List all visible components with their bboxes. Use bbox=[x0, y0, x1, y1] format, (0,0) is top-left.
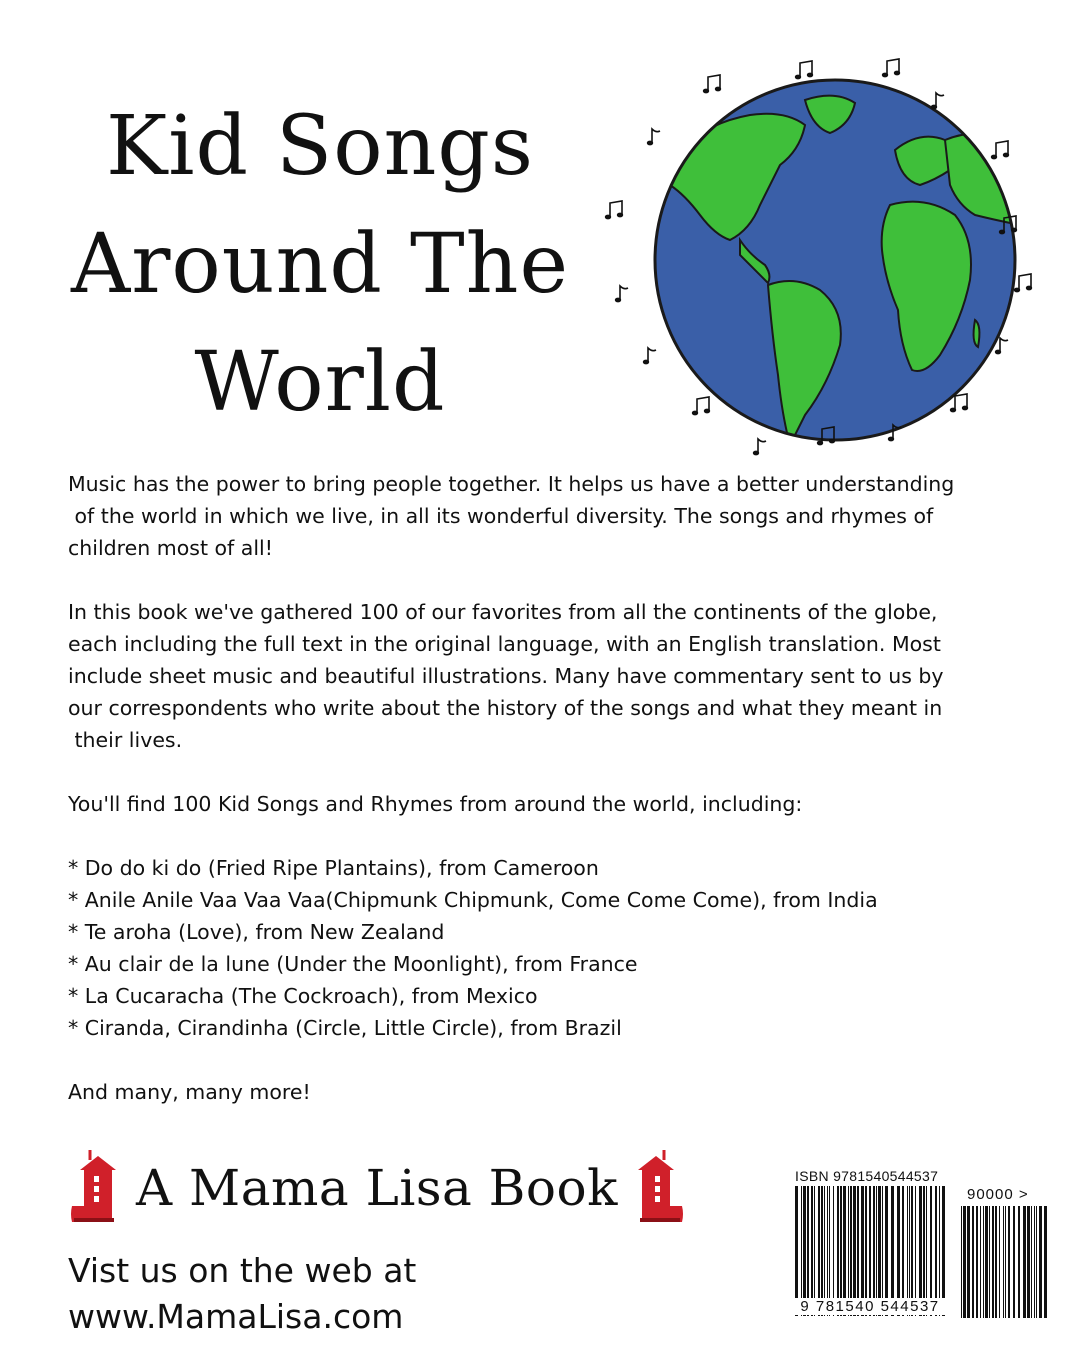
title-line-2: Around The bbox=[71, 217, 569, 312]
globe-with-music-notes-icon bbox=[600, 55, 1060, 465]
paragraph-2-line-5: their lives. bbox=[68, 728, 183, 752]
list-item: * Anile Anile Vaa Vaa Vaa(Chipmunk Chipmunk, Come Come Come), from India bbox=[68, 888, 878, 912]
globe-illustration bbox=[600, 55, 1060, 465]
boot-house-icon bbox=[68, 1148, 128, 1228]
list-item: * Ciranda, Cirandinha (Circle, Little Circle), from Brazil bbox=[68, 1016, 622, 1040]
website-link[interactable]: www.MamaLisa.com bbox=[68, 1297, 404, 1336]
isbn-barcode bbox=[795, 1168, 1055, 1328]
boot-house-icon bbox=[626, 1148, 686, 1228]
paragraph-1-line-3: children most of all! bbox=[68, 536, 273, 560]
brand-label: A Mama Lisa Book bbox=[136, 1159, 618, 1217]
list-item: * Au clair de la lune (Under the Moonlight), from France bbox=[68, 952, 638, 976]
description-text bbox=[68, 468, 1028, 1108]
price-code: 90000 > bbox=[967, 1186, 1029, 1203]
list-item: * Te aroha (Love), from New Zealand bbox=[68, 920, 445, 944]
publisher-brand bbox=[68, 1148, 708, 1228]
list-item: * Do do ki do (Fried Ripe Plantains), from Cameroon bbox=[68, 856, 599, 880]
barcode-digits: 9 781540 544537 bbox=[795, 1298, 945, 1315]
paragraph-2-line-4: our correspondents who write about the history of the songs and what they meant in bbox=[68, 696, 943, 720]
barcode-main-icon bbox=[795, 1186, 947, 1316]
paragraph-2-line-1: In this book we've gathered 100 of our favorites from all the continents of the globe, bbox=[68, 600, 938, 624]
book-title bbox=[40, 88, 600, 442]
paragraph-2-line-3: include sheet music and beautiful illustrations. Many have commentary sent to us by bbox=[68, 664, 944, 688]
list-item: * La Cucaracha (The Cockroach), from Mexico bbox=[68, 984, 538, 1008]
barcode-addon-icon bbox=[961, 1206, 1051, 1318]
title-line-3: World bbox=[194, 335, 446, 430]
song-list-intro: You'll find 100 Kid Songs and Rhymes from around the world, including: bbox=[68, 792, 803, 816]
paragraph-1-line-1: Music has the power to bring people together. It helps us have a better understanding bbox=[68, 472, 955, 496]
paragraph-1-line-2: of the world in which we live, in all its wonderful diversity. The songs and rhymes of bbox=[68, 504, 934, 528]
closing-line: And many, many more! bbox=[68, 1080, 311, 1104]
website-info bbox=[68, 1248, 568, 1340]
paragraph-2-line-2: each including the full text in the original language, with an English translation. Most bbox=[68, 632, 941, 656]
title-line-1: Kid Songs bbox=[106, 99, 534, 194]
isbn-label: ISBN 9781540544537 bbox=[795, 1168, 939, 1184]
song-list bbox=[68, 852, 1028, 1044]
web-intro: Vist us on the web at bbox=[68, 1251, 417, 1290]
